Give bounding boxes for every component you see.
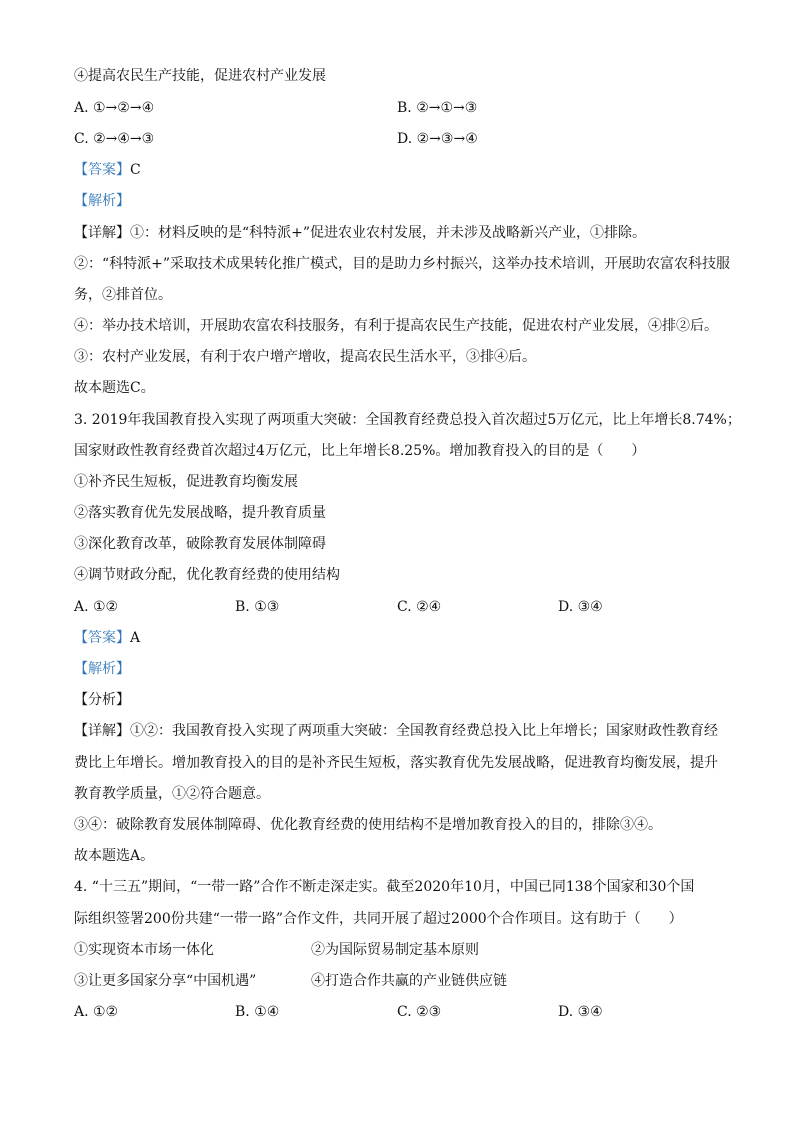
q3-item: ②落实教育优先发展战略，提升教育质量 (74, 505, 326, 521)
q3-item: ①补齐民生短板，促进教育均衡发展 (74, 474, 298, 490)
q2-option-b: B. ②→①→③ (397, 100, 478, 116)
q2-detail-line: ②：“科特派+”采取技术成果转化推广模式，目的是助力乡村振兴，这举办技术培训，开展助农富农科技服 (74, 256, 731, 272)
q4-item: ④打造合作共赢的产业链供应链 (311, 973, 507, 989)
answer-value: A (130, 630, 141, 646)
q2-detail-line: 务，②排首位。 (74, 287, 172, 303)
q2-item-4: ④提高农民生产技能，促进农村产业发展 (74, 68, 326, 84)
q3-conclusion: 故本题选A。 (74, 848, 155, 864)
q2-analysis-tag: 【解析】 (74, 193, 130, 209)
answer-tag: 【答案】 (74, 162, 130, 178)
q3-option-b: B. ①③ (235, 599, 280, 615)
q3-item: ④调节财政分配，优化教育经费的使用结构 (74, 567, 340, 583)
q2-conclusion: 故本题选C。 (74, 380, 155, 396)
q3-option-d: D. ③④ (558, 599, 603, 615)
q2-detail-line: ④：举办技术培训，开展助农富农科技服务，有利于提高农民生产技能，促进农村产业发展，④排②后。 (74, 318, 718, 334)
q2-option-a: A. ①→②→④ (74, 100, 155, 116)
q4-option-a: A. ①② (74, 1004, 119, 1020)
q2-detail-line: 【详解】①：材料反映的是“科特派+”促进农业农村发展，并未涉及战略新兴产业，①排除。 (74, 225, 647, 241)
q3-option-a: A. ①② (74, 599, 119, 615)
q4-stem-line: 际组织签署200份共建“一带一路”合作文件，共同开展了超过2000个合作项目。这有助于（ ） (74, 911, 683, 927)
q3-option-c: C. ②④ (397, 599, 442, 615)
q4-option-c: C. ②③ (397, 1004, 442, 1020)
q4-item: ②为国际贸易制定基本原则 (311, 942, 479, 958)
q3-analysis-tag: 【解析】 (74, 661, 130, 677)
q2-option-c: C. ②→④→③ (74, 131, 155, 147)
q3-detail-line: 费比上年增长。增加教育投入的目的是补齐民生短板，落实教育优先发展战略，促进教育均衡发展，提升 (74, 755, 718, 771)
q3-stem-line: 3. 2019年我国教育投入实现了两项重大突破：全国教育经费总投入首次超过5万亿元，比上年增长8.74%； (74, 412, 741, 428)
q3-detail-line: 【详解】①②：我国教育投入实现了两项重大突破：全国教育经费总投入比上年增长；国家财政性教育经 (74, 723, 718, 739)
q4-option-b: B. ①④ (235, 1004, 280, 1020)
q3-item: ③深化教育改革，破除教育发展体制障碍 (74, 536, 326, 552)
q3-fenxi-tag: 【分析】 (74, 692, 130, 708)
q4-item: ①实现资本市场一体化 (74, 942, 214, 958)
q3-stem-line: 国家财政性教育经费首次超过4万亿元，比上年增长8.25%。增加教育投入的目的是（ ） (74, 443, 646, 459)
answer-value: C (130, 162, 141, 178)
q4-option-d: D. ③④ (558, 1004, 603, 1020)
q2-detail-line: ③：农村产业发展，有利于农户增产增收，提高农民生活水平，③排④后。 (74, 349, 536, 365)
answer-tag: 【答案】 (74, 630, 130, 646)
q2-answer (74, 160, 141, 180)
q3-detail-line: ③④：破除教育发展体制障碍、优化教育经费的使用结构不是增加教育投入的目的，排除③④。 (74, 817, 662, 833)
q4-item: ③让更多国家分享“中国机遇” (74, 973, 257, 989)
q3-answer (74, 628, 140, 648)
q4-stem-line: 4. “十三五”期间，“一带一路”合作不断走深走实。截至2020年10月，中国已同138个国家和30个国 (74, 879, 695, 895)
q3-detail-line: 教育教学质量，①②符合题意。 (74, 786, 270, 802)
q2-option-d: D. ②→③→④ (397, 131, 478, 147)
